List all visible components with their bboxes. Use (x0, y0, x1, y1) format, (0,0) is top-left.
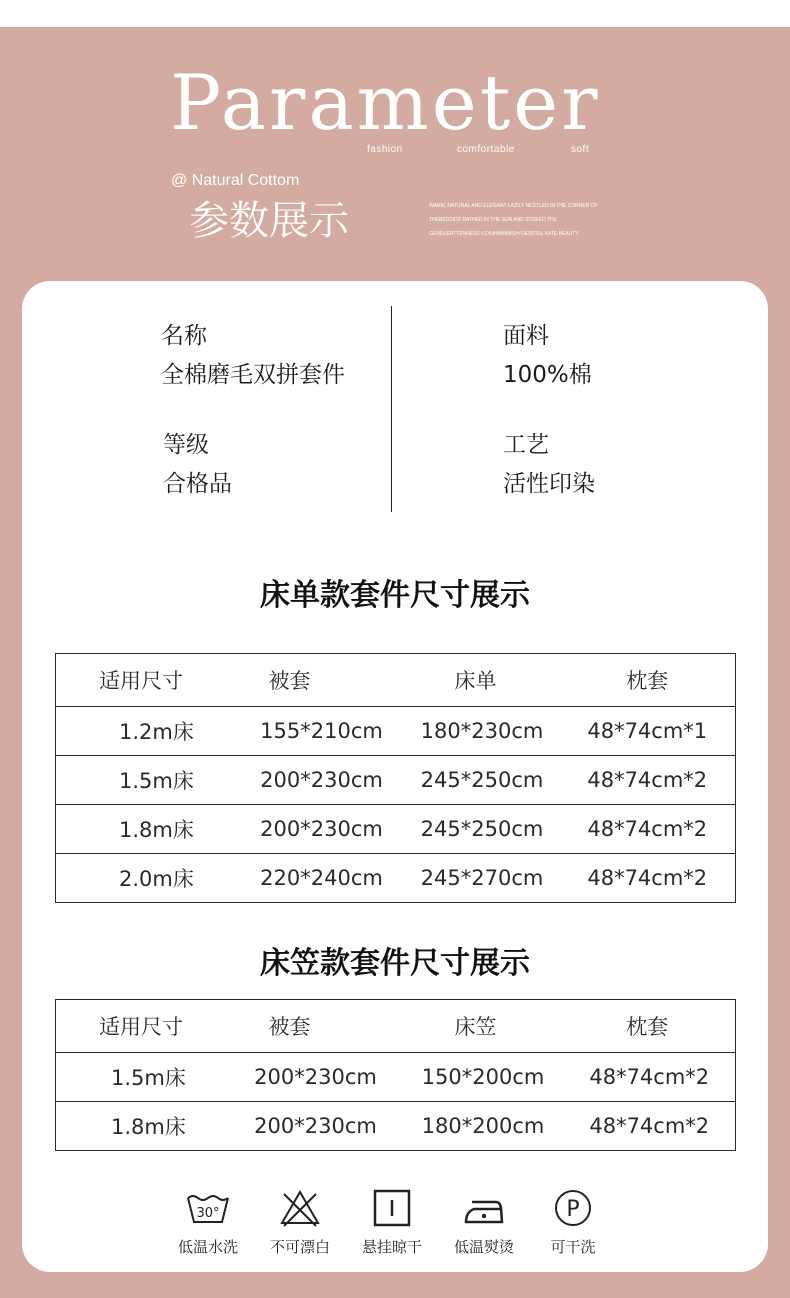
cell-pillowcase: 48*74cm*2 (554, 805, 736, 854)
tag-fashion: fashion (367, 144, 403, 155)
cell-pillowcase: 48*74cm*1 (554, 707, 736, 756)
sheet-set-table (55, 653, 736, 903)
blurb-line: THEBEDSIDD BATHED IN THE SUN AND STOKED THE (429, 217, 557, 223)
care-label: 不可漂白 (269, 1238, 330, 1256)
cell-sheet: 245*270cm (388, 854, 554, 903)
tag-comfortable: comfortable (457, 144, 515, 155)
cell-size: 2.0m床 (56, 854, 222, 903)
cell-pillowcase: 48*74cm*2 (554, 854, 736, 903)
cell-size: 1.8m床 (56, 805, 222, 854)
table-row (56, 1102, 736, 1151)
header-size: 适用尺寸 (99, 669, 183, 693)
cell-size: 1.5m床 (56, 756, 222, 805)
care-label: 可干洗 (550, 1238, 596, 1256)
iron-low-icon (460, 1188, 508, 1228)
grade-value: 合格品 (163, 471, 232, 497)
header-duvet: 被套 (268, 669, 311, 693)
table-row (56, 805, 736, 854)
craft-value: 活性印染 (503, 471, 595, 497)
table-row (56, 1053, 736, 1102)
cell-pillowcase: 48*74cm*2 (554, 1102, 736, 1151)
wash-30-icon (184, 1188, 232, 1228)
cell-sheet: 245*250cm (388, 805, 554, 854)
table-row (56, 707, 736, 756)
cell-fitted-sheet: 180*200cm (388, 1102, 554, 1151)
cell-duvet: 200*230cm (222, 1102, 388, 1151)
table-row (56, 854, 736, 903)
info-divider (391, 306, 392, 512)
fabric-value: 100%棉 (503, 362, 592, 388)
grade-label: 等级 (163, 432, 209, 458)
cell-duvet: 155*210cm (222, 707, 388, 756)
header-sheet: 床单 (454, 669, 497, 693)
table-row (56, 756, 736, 805)
tag-line (0, 144, 790, 158)
cell-size: 1.8m床 (56, 1102, 222, 1151)
dry-clean-letter: P (566, 1197, 580, 1222)
cell-sheet: 245*250cm (388, 756, 554, 805)
brand-blurb (429, 199, 644, 241)
cell-duvet: 200*230cm (222, 805, 388, 854)
header-size: 适用尺寸 (99, 1015, 183, 1039)
cell-size: 1.2m床 (56, 707, 222, 756)
table-header-row (56, 654, 736, 707)
parameter-title: Parameter (170, 58, 601, 147)
header-duvet: 被套 (268, 1015, 311, 1039)
blurb-line: GENDLERTTENNESS ILDINHMIMMISH DESITSIL KATE BEAUTY (429, 231, 579, 237)
header-pillowcase: 枕套 (626, 669, 669, 693)
header-fitted-sheet: 床笠 (454, 1015, 497, 1039)
care-label: 低温水洗 (177, 1238, 238, 1256)
tag-soft: soft (571, 144, 590, 155)
name-label: 名称 (161, 323, 207, 349)
care-label: 低温熨烫 (453, 1238, 514, 1256)
no-bleach-icon (276, 1188, 324, 1228)
table-header-row (56, 1000, 736, 1053)
cell-fitted-sheet: 150*200cm (388, 1053, 554, 1102)
parameter-title-cn: 参数展示 (189, 198, 349, 244)
care-label: 悬挂晾干 (361, 1238, 422, 1256)
fitted-set-table (55, 999, 736, 1151)
care-item-low-temp-wash (163, 1188, 253, 1256)
wash-temp-text: 30° (196, 1206, 220, 1221)
care-item-low-temp-iron (439, 1188, 529, 1256)
header-pillowcase: 枕套 (626, 1015, 669, 1039)
craft-label: 工艺 (503, 432, 549, 458)
care-item-no-bleach (255, 1188, 345, 1256)
blurb-line: WARM, NATURAL AND ELEGANT LAZILY NESTLED IN THE CORNER OF (429, 203, 598, 209)
cell-duvet: 200*230cm (222, 756, 388, 805)
cell-pillowcase: 48*74cm*2 (554, 756, 736, 805)
care-item-dry-clean (528, 1188, 618, 1256)
cell-sheet: 180*230cm (388, 707, 554, 756)
cell-duvet: 220*240cm (222, 854, 388, 903)
care-item-hang-dry (347, 1188, 437, 1256)
dry-clean-icon (549, 1188, 597, 1228)
fabric-label: 面料 (503, 323, 549, 349)
parameter-card (22, 281, 768, 1272)
cell-pillowcase: 48*74cm*2 (554, 1053, 736, 1102)
hang-dry-icon (368, 1188, 416, 1228)
care-instructions (22, 1188, 768, 1258)
sheet-set-title: 床单款套件尺寸展示 (260, 578, 530, 613)
brand-label: @ Natural Cottom (171, 172, 300, 189)
name-value: 全棉磨毛双拼套件 (161, 362, 345, 388)
cell-duvet: 200*230cm (222, 1053, 388, 1102)
fitted-set-title: 床笠款套件尺寸展示 (260, 946, 530, 981)
cell-size: 1.5m床 (56, 1053, 222, 1102)
